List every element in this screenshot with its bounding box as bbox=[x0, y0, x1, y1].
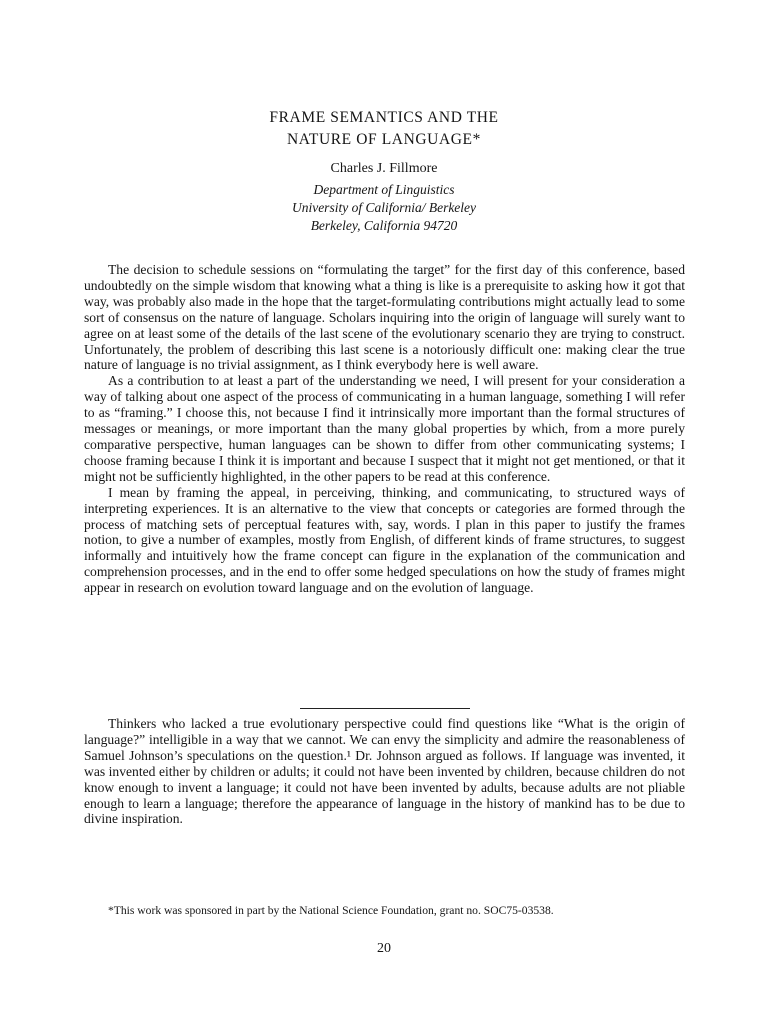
section-divider bbox=[300, 708, 470, 709]
body-paragraph: Thinkers who lacked a true evolutionary perspective could find questions like “What is the origin of language?” intelligible in a way that we cannot. We can envy the simplicity and admire the reasonableness of Samuel Johnson’s speculations on the question.¹ Dr. Johnson argued as follows. If language was invented, it was invented either by children or adults; it could not have been invented by children, because children do not know enough to invent a language; it could not have been invented by adults, because adults are not pliable enough to learn a language; therefore the appearance of language in the history of mankind has to be due to divine inspiration. bbox=[84, 716, 685, 827]
affiliation-university: University of California/ Berkeley bbox=[291, 200, 477, 215]
paper-title-line-1: FRAME SEMANTICS AND THE bbox=[269, 109, 499, 126]
body-paragraph: As a contribution to at least a part of the understanding we need, I will present for your consideration a way of talking about one aspect of the process of communicating in a human language, something I will refer to as “framing.” I choose this, not because I find it intrinsically more important than the formal structures of messages or meanings, or more important than the many global properties by which, from a more purely comparative perspective, human languages can be shown to differ from other communicating systems; I choose framing because I think it is important and because I suspect that it might not get mentioned, or that it might not be sufficiently highlighted, in the other papers to be read at this conference. bbox=[84, 373, 685, 484]
affiliation-address: Berkeley, California 94720 bbox=[310, 218, 458, 233]
paper-title-line-2: NATURE OF LANGUAGE* bbox=[287, 131, 481, 148]
footnote: *This work was sponsored in part by the National Science Foundation, grant no. SOC75-03538. bbox=[108, 904, 554, 917]
body-section-intro bbox=[84, 262, 685, 596]
page-number: 20 bbox=[377, 941, 391, 956]
body-paragraph: The decision to schedule sessions on “formulating the target” for the first day of this conference, based undoubtedly on the simple wisdom that knowing what a thing is like is a prerequisite to asking how it got that way, was probably also made in the hope that the target-formulating contributions might actually lead to some sort of consensus on the nature of language. Scholars inquiring into the origin of language will surely want to agree on at least some of the details of the last scene of the evolutionary scenario they are trying to construct. Unfortunately, the problem of describing this last scene is a notoriously difficult one: making clear the true nature of language is no trivial assignment, as I think everybody here is well aware. bbox=[84, 262, 685, 373]
body-section-main bbox=[84, 716, 685, 827]
body-paragraph: I mean by framing the appeal, in perceiving, thinking, and communicating, to structured ways of interpreting experiences. It is an alternative to the view that concepts or categories are formed through the process of matching sets of perceptual features with, say, words. I plan in this paper to justify the frames notion, to give a number of examples, mostly from English, of different kinds of frame structures, to suggest informally and intuitively how the frame concept can figure in the explanation of the communication and comprehension processes, and in the end to offer some hedged speculations on how the study of frames might appear in research on evolution toward language and on the evolution of language. bbox=[84, 484, 685, 596]
affiliation-department: Department of Linguistics bbox=[313, 182, 455, 197]
author-name: Charles J. Fillmore bbox=[330, 161, 438, 176]
